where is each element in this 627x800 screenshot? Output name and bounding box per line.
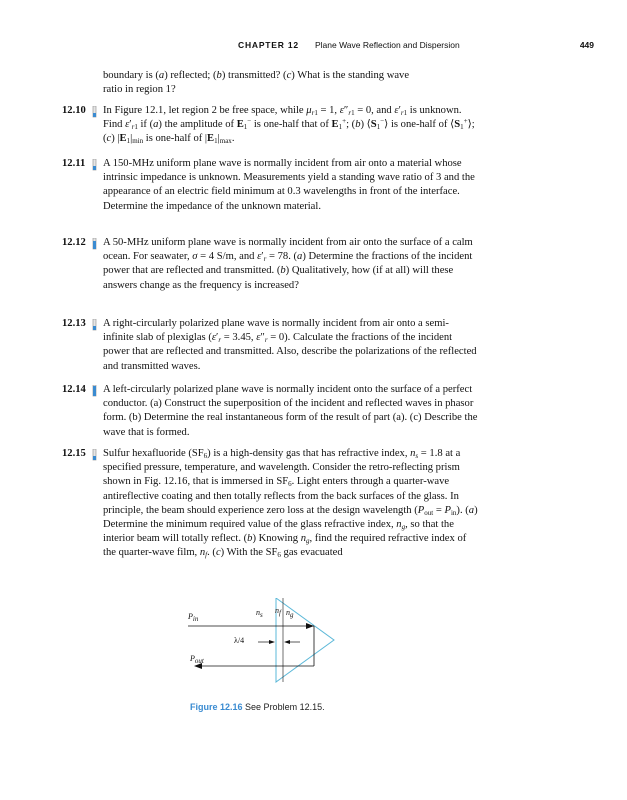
continued-problem-text xyxy=(103,69,478,97)
ng-label: $n_g$ xyxy=(286,608,294,619)
problem-text: Sulfur hexafluoride $(SF_6)$ is a high-density gas that has refractive index, $n_s = 1.8$ at a specified pressure, temperature, and wavelength. Consider the retro-reflecting prism shown in Fig. 12.16, that is immersed in $SF_6$. Light enters through a quarter-wave antireflective coating and then totally reflects from the back surfaces of the glass. In principle, the beam should experience zero loss at the design wavelength $(P_{out} = P_{in})$. (a) Determine the minimum required value of the glass refractive index, $n_g$, so that the interior beam will totally reflect. (b) Knowing $n_g$, find the required refractive index of the quarter-wave film, $n_f$. (c) With the $SF_6$ gas evacuated xyxy=(103,448,478,560)
problem-text: A 150-MHz uniform plane wave is normally incident from air onto a material whose intrinsic impedance is unknown. Measurements yield a standing wave ratio of 3 and the appearance of an electric field minimum at 0.3 wavelengths in front of the interface. Determine the impedance of the unknown material. xyxy=(103,158,475,212)
figure-12-16 xyxy=(180,598,360,710)
problem-12-14 xyxy=(62,383,478,440)
continued-line-1: boundary is (a) reflected; (b) transmitted? (c) What is the standing wave xyxy=(103,70,410,81)
problem-12-15 xyxy=(62,447,478,561)
problem-number: 12.11 xyxy=(62,158,86,169)
problem-number: 12.10 xyxy=(62,105,86,116)
problem-12-11 xyxy=(62,157,478,214)
continued-line-2: ratio in region 1? xyxy=(103,84,176,96)
problem-number: 12.14 xyxy=(62,384,86,395)
figure-caption xyxy=(190,701,330,713)
problem-number: 12.15 xyxy=(62,448,86,459)
pin-label: $P_{in}$ xyxy=(188,612,199,623)
running-header xyxy=(238,40,594,54)
prism-diagram xyxy=(180,598,360,710)
ns-label: $n_s$ xyxy=(256,608,263,619)
difficulty-flag-icon xyxy=(92,238,99,255)
film-thickness-arrowhead-right xyxy=(284,640,290,644)
chapter-label: CHAPTER 12 xyxy=(238,40,299,50)
problem-number: 12.13 xyxy=(62,318,86,329)
lambda-quarter-label: λ/4 xyxy=(234,636,245,645)
pout-label: $P_{out}$ xyxy=(190,654,204,665)
incident-beam-arrowhead xyxy=(306,623,314,629)
difficulty-flag-icon xyxy=(92,106,99,123)
problem-text: A 50-MHz uniform plane wave is normally incident from air onto the surface of a calm ocean. For seawater, σ = 4 S/m, and $\varepsilon'_r = 78$. (a) Determine the fractions of the incident power that are reflected and transmitted. (b) Qualitatively, how (if at all) will these answers change as the frequency is increased? xyxy=(103,237,473,291)
problem-12-12 xyxy=(62,236,478,293)
difficulty-flag-icon xyxy=(92,319,99,336)
problem-number: 12.12 xyxy=(62,237,86,248)
difficulty-flag-icon xyxy=(92,385,99,402)
page-number: 449 xyxy=(579,40,594,50)
problem-text: A right-circularly polarized plane wave is normally incident from air onto a semi-infinite slab of plexiglas ($\varepsilon'_r = 3.45$, $\varepsilon''_r = 0$). Calculate the fractions of the incident power that are reflected and transmitted. Also, describe the polarizations of the reflected and transmitted waves. xyxy=(103,318,477,372)
problem-text: A left-circularly polarized plane wave is normally incident onto the surface of a perfect conductor. (a) Construct the superposition of the incident and reflected waves in phasor form. (b) Determine the real instantaneous form of the result of part (a). (c) Describe the wave that is formed. xyxy=(103,384,478,438)
difficulty-flag-icon xyxy=(92,449,99,466)
film-thickness-arrowhead-left xyxy=(269,640,275,644)
problem-text: In Figure 12.1, let region 2 be free space, while $\mu_{r1} = 1$, $\varepsilon''_{r1} = 0$, and $\varepsilon'_{r1}$ is unknown. Find $\varepsilon'_{r1}$ if (a) the amplitude of $E_1^-$ is one-half that of $E_1^+$; (b) $⟨S_1^-⟩$ is one-half of $⟨S_1^+⟩$; (c) $|E_1|_{min}$ is one-half of $|E_1|_{max}$. xyxy=(103,105,475,146)
prism-triangle xyxy=(276,598,334,682)
nf-label: $n_f$ xyxy=(275,606,281,617)
chapter-title: Plane Wave Reflection and Dispersion xyxy=(315,40,460,50)
difficulty-flag-icon xyxy=(92,159,99,176)
figure-caption-label: Figure 12.16 xyxy=(190,702,243,712)
figure-caption-text: See Problem 12.15. xyxy=(245,702,325,712)
problem-12-10 xyxy=(62,104,478,147)
problem-12-13 xyxy=(62,317,478,374)
